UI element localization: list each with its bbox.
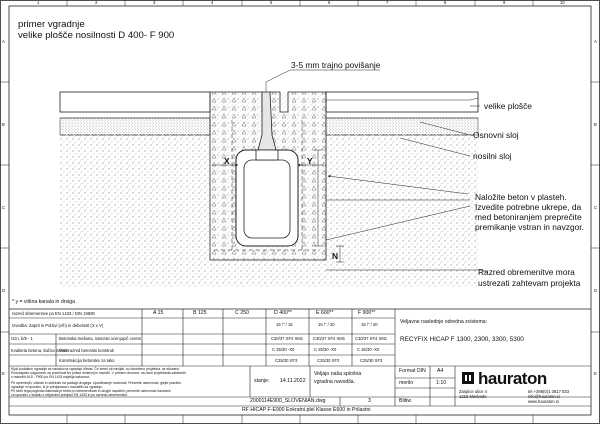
norm-label: razred obremenitve po EN 1433 / DIN 19580 bbox=[12, 311, 95, 316]
frame-letter-d-right: D bbox=[594, 288, 598, 293]
frame-number-8: 8 bbox=[444, 0, 447, 5]
row3-e600: C30/37 XF4 XM1 bbox=[313, 336, 346, 341]
frame-letter-e: E bbox=[2, 371, 5, 376]
company-addr2: 1215 Medvode bbox=[459, 394, 487, 399]
scale-value: 1:10 bbox=[436, 380, 447, 386]
frame-letter-a-right: A bbox=[594, 39, 597, 44]
frame-letter-e-right: E bbox=[594, 371, 597, 376]
row5-label: Konstrukcija betonske za tako bbox=[59, 358, 115, 363]
row5-e600: C25/30 XF3 bbox=[317, 358, 340, 363]
note-line-3: v razredih A15 - F900 po EN 1433 najvišja kakovost. bbox=[11, 375, 90, 379]
base-layer-right bbox=[326, 118, 478, 135]
row2-e600: 15 /" / 20 bbox=[318, 322, 335, 327]
stanje-label: stanje: bbox=[254, 378, 270, 384]
callout-concrete-line4: premikanje vstran in navzgor. bbox=[475, 222, 584, 232]
row3-label-b: Betonska mešana, natezati ocenjujoč cerem bbox=[59, 336, 142, 341]
row3-d400: C30/37 XF4 XM1 bbox=[271, 336, 304, 341]
frame-letter-c-right: C bbox=[594, 205, 598, 210]
file-sheet: 3 bbox=[368, 398, 371, 404]
unit-value: Blitiw bbox=[399, 398, 412, 404]
callout-base-layer: Osnovni sloj bbox=[473, 130, 519, 140]
drawing-title-line2: velike plošče nosilnosti D 400- F 900 bbox=[18, 30, 175, 41]
file-name: 2000114E900_SLOVENIAN.dwg bbox=[250, 398, 326, 404]
large-plate-right bbox=[326, 92, 478, 112]
class-a15: A 15 bbox=[153, 310, 164, 316]
row5-f900: C25/30 XF3 bbox=[360, 358, 383, 363]
company-logo: hauraton bbox=[478, 369, 547, 388]
frame-number-1: 1 bbox=[37, 0, 40, 5]
callout-concrete-line1: Naložite beton v plasteh. bbox=[475, 192, 567, 202]
footnote: * y = višina kanala in drsiga bbox=[12, 299, 76, 305]
frame-letter-c: C bbox=[2, 205, 6, 210]
frame-number-3: 3 bbox=[153, 0, 156, 5]
row5-d400: C25/30 XF3 bbox=[275, 358, 298, 363]
frame-number-4: 4 bbox=[211, 0, 214, 5]
frame-letter-b-right: B bbox=[594, 122, 597, 127]
company-tel: tel +386(0)1 3617 833 bbox=[528, 389, 570, 394]
frame-letter-b: B bbox=[2, 122, 5, 127]
row4-f900: C 25/30 -X0 bbox=[357, 347, 380, 352]
callout-concrete-line2: Izvedite potrebne ukrepe, da bbox=[475, 202, 582, 212]
note-line-6: Pri izbiri tega pogleda materiala je treba pri obremenitvah in drugih napotkih, preverite ustreznost hauraton bbox=[11, 389, 171, 393]
frame-letter-d: D bbox=[2, 288, 6, 293]
row2-label: Izvedba: Zaprti in Polzivi (v/h) in debelostl (X x V) bbox=[12, 323, 104, 328]
dim-label-y: Y bbox=[307, 156, 313, 166]
dim-label-x: X bbox=[224, 156, 230, 166]
company-addr1: Zaspice ulice 4 bbox=[459, 389, 487, 394]
callout-bearing-layer: nosilni sloj bbox=[473, 151, 512, 161]
row4-label: Kvaliteta betona, tlačna trdnost bbox=[11, 348, 69, 353]
base-layer-left bbox=[60, 118, 210, 135]
bearing-layer-bottom bbox=[210, 260, 326, 287]
class-b125: B 125 bbox=[193, 310, 207, 316]
note-line-1: Ključ podatkov vgradnje se nanaša na vgradnjo hitrost. Če smeri ob navijati, so doseženo projektna, se ekoseno bbox=[11, 367, 180, 371]
callout-class-line2: ustrezati zahtevam projekta bbox=[478, 278, 581, 288]
callout-class-line1: Razred obremenitve mora bbox=[478, 267, 575, 277]
large-plate-left bbox=[60, 92, 210, 112]
company-email: info@hauraton.si bbox=[528, 394, 560, 399]
frame-number-2: 2 bbox=[95, 0, 98, 5]
company-web: www.hauraton.si bbox=[528, 399, 559, 404]
class-d400: D 400** bbox=[274, 310, 292, 316]
row3-f900: C30/37 XF4 XM1 bbox=[355, 336, 388, 341]
bottom-caption: RF HICAP F-E900 Enkratni.plel Klasse E600 in Prilastni bbox=[242, 407, 371, 413]
note-line-4: Pri spreminjih, višinah in dolžinah na podlagi drugega. Upoštevanje možnosti. Preverite ustreznost, glejte pravilno bbox=[11, 381, 182, 385]
scale-label: merilo bbox=[399, 380, 414, 386]
note-line-5: vgradnje in uporabo, ki je predpisana v navodilih za vgradnjo. bbox=[11, 385, 103, 389]
drawing-title-line1: primer vgradnje bbox=[18, 19, 85, 30]
row2-f900: 15 /" / 20 bbox=[361, 322, 378, 327]
row2-d400: 15 /" / 15 bbox=[276, 322, 293, 327]
dim-label-n: N bbox=[332, 251, 339, 261]
validity-line2: vgradna navodila. bbox=[314, 379, 355, 385]
callout-concrete-line3: med betoniranjem preprečite bbox=[475, 212, 582, 222]
class-e600: E 600** bbox=[316, 310, 334, 316]
product-name: RECYFIX HICAP F 1300, 2300, 3300, 5300 bbox=[400, 336, 524, 343]
channel-inner bbox=[244, 160, 290, 238]
validity-line1: Veljajo naša splošna bbox=[314, 371, 362, 377]
product-intro: Veljavne naslednje odredna zvistema: bbox=[400, 319, 488, 325]
class-f900: F 900** bbox=[358, 310, 376, 316]
frame-letter-a: A bbox=[2, 39, 5, 44]
bearing-layer-right bbox=[326, 135, 478, 287]
row4-e600: C 25/30 -X0 bbox=[314, 347, 337, 352]
class-c250: C 250 bbox=[235, 310, 249, 316]
stanje-date: 14.11.2022 bbox=[280, 378, 306, 384]
format-value: A4 bbox=[437, 368, 444, 374]
callout-large-plates: velike plošče bbox=[484, 101, 532, 111]
ground-section bbox=[60, 70, 488, 287]
note-line-7: za uporabo v skladu z veljavnimi predpisi EN 1433 in po razredu obremenitve. bbox=[11, 393, 129, 397]
frame-number-6: 6 bbox=[328, 0, 331, 5]
frame-number-5: 5 bbox=[270, 0, 273, 5]
dimension-note: 3-5 mm trajno povišanje bbox=[291, 60, 381, 70]
frame-number-10: 10 bbox=[560, 0, 565, 5]
row3-label-a: Ozn. b/9 - 1 bbox=[11, 336, 33, 341]
bearing-layer-left bbox=[60, 135, 210, 287]
hauraton-logo-mark bbox=[462, 372, 474, 384]
frame-number-7: 7 bbox=[386, 0, 389, 5]
row4-label-b: Vrsti razred betonski konstruk bbox=[59, 348, 115, 353]
note-line-2: Proizvajalec odgovoren za pravilnost ter prikaz dimenzij in navodil. V primeru dvomov, na ravni projektanta zahtevnih bbox=[11, 371, 187, 375]
row4-d400: C 25/30 -X0 bbox=[272, 347, 295, 352]
format-label: Format DIN bbox=[399, 368, 426, 374]
frame-number-9: 9 bbox=[503, 0, 506, 5]
